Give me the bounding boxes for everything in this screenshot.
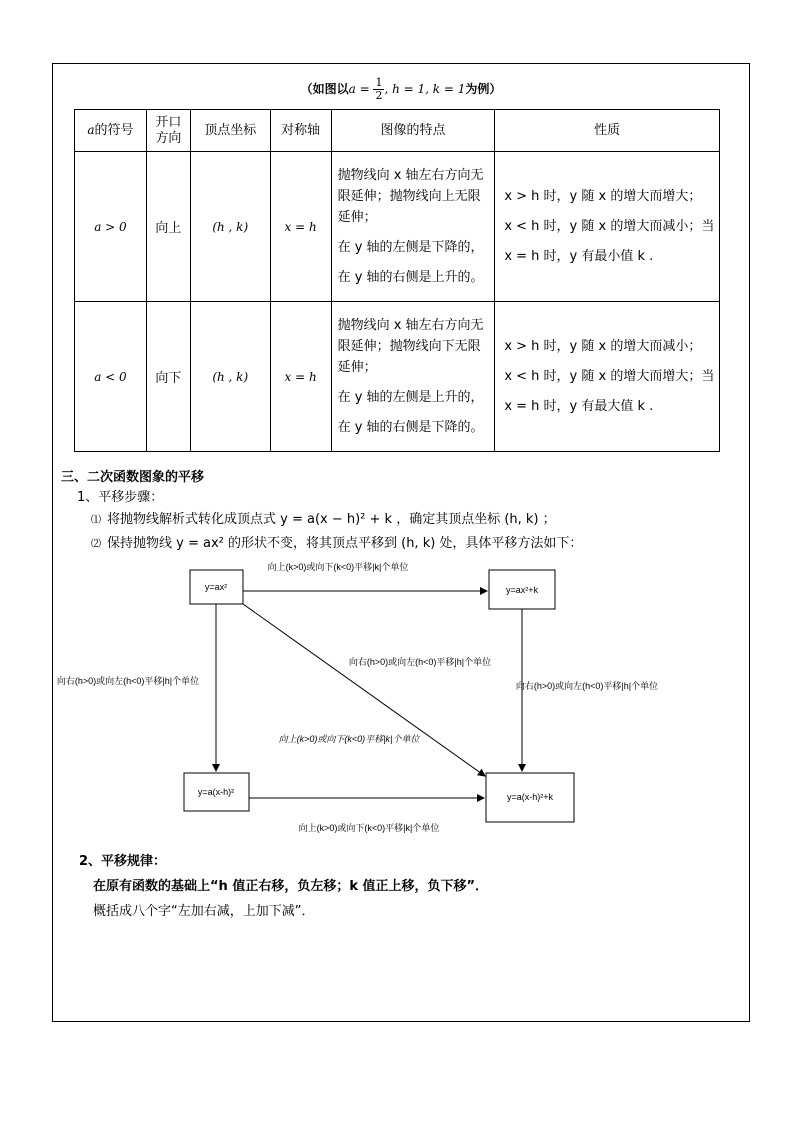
caption-eq: =: [355, 82, 374, 96]
row-properties: [495, 152, 720, 302]
step-2: [91, 532, 582, 551]
feature-line: 抛物线向 x 轴左右方向无限延伸；抛物线向下无限延伸；: [337, 318, 484, 375]
caption-rest: , h = 1, k = 1: [384, 82, 466, 96]
section-title: 三、二次函数图象的平移: [61, 470, 205, 485]
row-properties: [495, 302, 720, 452]
content-frame: [52, 63, 750, 1022]
caption-frac-den: 2: [375, 89, 383, 102]
label-left: 向右(h>0)或向左(h<0)平移|h|个单位: [56, 676, 200, 686]
rule-summary: 概括成八个字“左加右减，上加下减”．: [93, 904, 315, 919]
row-axis: x = h: [270, 152, 331, 302]
step-1: [91, 508, 556, 527]
feature-line: 在 y 轴的左侧是上升的，: [337, 390, 484, 405]
step-heading: 1、平移步骤：: [77, 490, 164, 505]
parabola-properties-table: [74, 109, 720, 452]
header-vertex: 顶点坐标: [190, 110, 270, 152]
header-properties: 性质: [495, 110, 720, 152]
property-line: x < h 时，y 随 x 的增大而减小；当: [504, 219, 715, 234]
label-bottom: 向上(k>0)或向下(k<0)平移|k|个单位: [298, 823, 440, 833]
row-condition: a < 0: [75, 302, 147, 452]
feature-line: 在 y 轴的右侧是上升的。: [337, 270, 484, 285]
header-sign-var: a: [87, 123, 95, 137]
header-sign-label: 的符号: [94, 123, 134, 138]
step-2-mark: ⑵: [91, 539, 101, 550]
header-axis: 对称轴: [270, 110, 331, 152]
feature-line: 在 y 轴的右侧是下降的。: [337, 420, 484, 435]
header-features: 图像的特点: [331, 110, 495, 152]
box-base-label: y=ax²: [204, 582, 228, 592]
table-header-row: [75, 110, 720, 152]
caption-suffix: 为例）: [465, 82, 502, 96]
caption-frac-num: 1: [375, 76, 383, 89]
row-opening: 向下: [146, 302, 190, 452]
property-line: x = h 时，y 有最小值 k .: [504, 249, 654, 264]
step-1-text: 将抛物线解析式转化成顶点式 y = a(x − h)² + k ，确定其顶点坐标 (h, k) ；: [107, 512, 556, 527]
arrow-diagonal: [243, 604, 485, 776]
box-shift-h-label: y=a(x-h)²: [197, 787, 235, 797]
box-shift-hk-label: y=a(x-h)²+k: [506, 792, 554, 802]
property-line: x = h 时，y 有最大值 k .: [504, 399, 654, 414]
row-axis: x = h: [270, 302, 331, 452]
caption-a-var: a: [348, 82, 356, 96]
row-vertex: (h , k): [190, 152, 270, 302]
row-vertex: (h , k): [190, 302, 270, 452]
step-1-mark: ⑴: [91, 515, 101, 526]
label-diagonal-k: 向上(k>0)或向下(k<0)平移|k|个单位: [278, 734, 420, 744]
row-condition: a > 0: [75, 152, 147, 302]
property-line: x > h 时，y 随 x 的增大而减小；: [504, 339, 702, 354]
feature-line: 在 y 轴的左侧是下降的，: [337, 240, 484, 255]
row-features: [331, 152, 495, 302]
table-row: [75, 152, 720, 302]
step-2-text: 保持抛物线 y = ax² 的形状不变，将其顶点平移到 (h, k) 处，具体平移方法如下：: [107, 536, 583, 551]
feature-line: 抛物线向 x 轴左右方向无限延伸；抛物线向上无限延伸；: [337, 168, 484, 225]
label-right: 向右(h>0)或向左(h<0)平移|h|个单位: [515, 681, 659, 691]
label-diagonal-h: 向右(h>0)或向左(h<0)平移|h|个单位: [348, 657, 492, 667]
caption-fraction: [373, 77, 384, 102]
caption-prefix: （如图以: [300, 82, 349, 96]
row-features: [331, 302, 495, 452]
header-sign: [75, 110, 147, 152]
header-opening-line1: 开口: [155, 114, 182, 130]
box-shift-k-label: y=ax²+k: [505, 585, 539, 595]
translation-diagram: [53, 554, 749, 844]
header-opening-line2: 方向: [155, 130, 182, 146]
property-line: x < h 时，y 随 x 的增大而增大；当: [504, 369, 715, 384]
row-opening: 向上: [146, 152, 190, 302]
label-top: 向上(k>0)或向下(k<0)平移|k|个单位: [267, 562, 409, 572]
header-opening: [146, 110, 190, 152]
rule-title: 2、平移规律：: [79, 854, 167, 869]
table-row: [75, 302, 720, 452]
property-line: x > h 时，y 随 x 的增大而增大；: [504, 189, 702, 204]
table-caption: [53, 77, 749, 102]
rule-line: 在原有函数的基础上“h 值正右移，负左移；k 值正上移，负下移”．: [93, 879, 489, 894]
